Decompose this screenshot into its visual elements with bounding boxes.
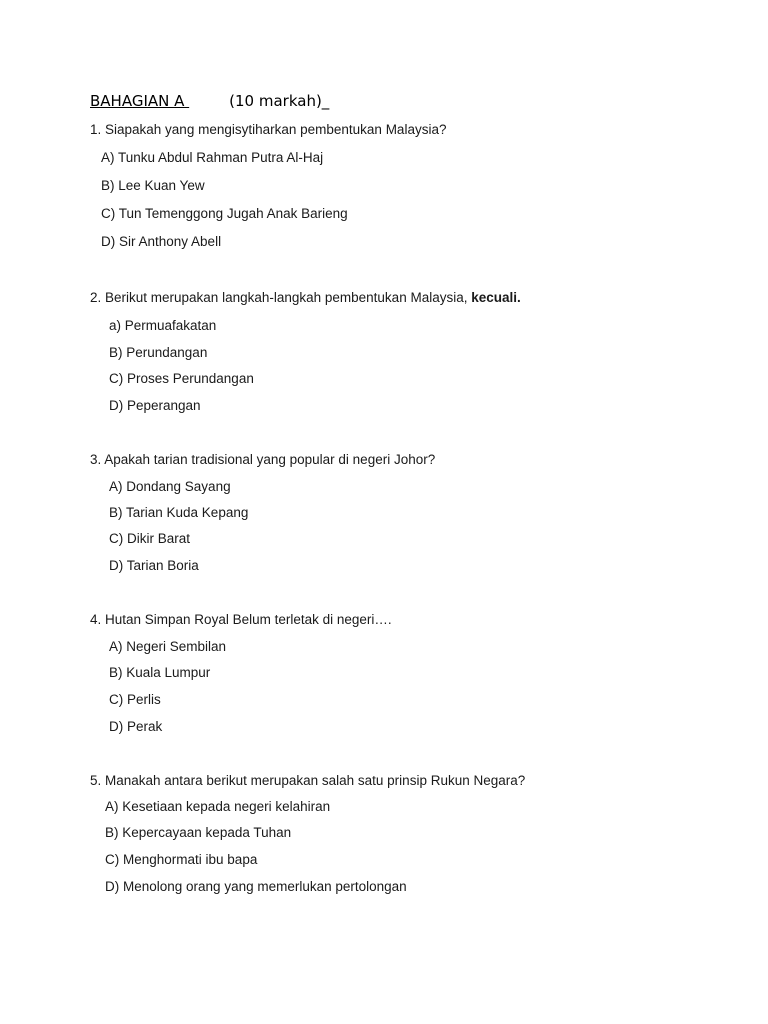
section-marks: (10 markah)_ [229, 92, 330, 110]
question-4-option-b: B) Kuala Lumpur [109, 665, 211, 680]
question-2-option-d: D) Peperangan [109, 398, 201, 413]
question-2-option-b: B) Perundangan [109, 345, 208, 360]
question-3: 3. Apakah tarian tradisional yang popular di negeri Johor? [90, 452, 436, 467]
question-2-emphasis: kecuali. [471, 290, 521, 305]
section-heading: BAHAGIAN A [90, 92, 190, 110]
question-3-option-a: A) Dondang Sayang [109, 479, 231, 494]
question-2-text: 2. Berikut merupakan langkah-langkah pembentukan Malaysia, [90, 290, 472, 305]
question-3-option-b: B) Tarian Kuda Kepang [109, 505, 249, 520]
question-5-option-b: B) Kepercayaan kepada Tuhan [105, 825, 292, 840]
question-5-option-c: C) Menghormati ibu bapa [105, 852, 258, 867]
question-1-option-c: C) Tun Temenggong Jugah Anak Barieng [101, 206, 348, 221]
question-4: 4. Hutan Simpan Royal Belum terletak di negeri…. [90, 612, 392, 627]
question-2 [90, 290, 521, 305]
question-5-option-a: A) Kesetiaan kepada negeri kelahiran [105, 799, 331, 814]
question-3-option-c: C) Dikir Barat [109, 531, 191, 546]
question-4-option-a: A) Negeri Sembilan [109, 639, 227, 654]
question-2-option-a: a) Permuafakatan [109, 318, 217, 333]
question-2-option-c: C) Proses Perundangan [109, 371, 254, 386]
question-4-option-d: D) Perak [109, 719, 163, 734]
question-4-option-c: C) Perlis [109, 692, 161, 707]
question-1-option-a: A) Tunku Abdul Rahman Putra Al-Haj [101, 150, 324, 165]
question-5: 5. Manakah antara berikut merupakan salah satu prinsip Rukun Negara? [90, 773, 526, 788]
question-1-option-d: D) Sir Anthony Abell [101, 234, 222, 249]
question-5-option-d: D) Menolong orang yang memerlukan pertolongan [105, 879, 407, 894]
question-3-option-d: D) Tarian Boria [109, 558, 199, 573]
section-title [90, 92, 329, 110]
question-1-option-b: B) Lee Kuan Yew [101, 178, 205, 193]
question-1: 1. Siapakah yang mengisytiharkan pembentukan Malaysia? [90, 122, 447, 137]
